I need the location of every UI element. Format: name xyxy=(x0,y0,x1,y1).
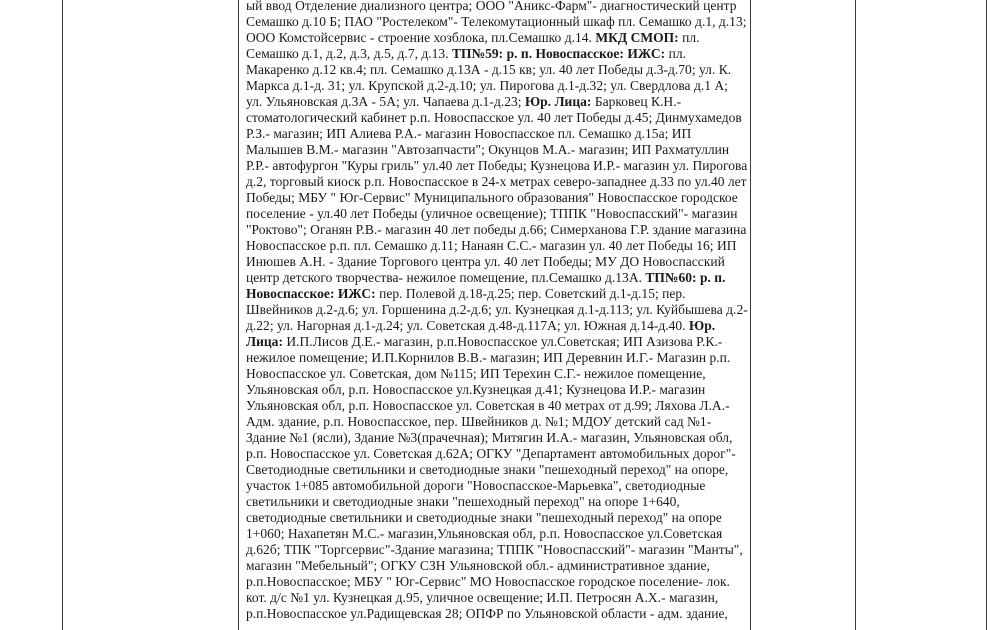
text-line xyxy=(246,190,746,206)
text-line xyxy=(246,462,746,478)
text-run: Маркса д.1-д. 31; ул. Крупской д.2-д.10; ул. Пирогова д.1-д.32; ул. Свердлова д.1 А; xyxy=(246,78,728,93)
address-list-cell xyxy=(246,0,746,622)
bold-label: Новоспасское: ИЖС: xyxy=(246,286,376,301)
text-line xyxy=(246,494,746,510)
text-line xyxy=(246,94,746,110)
text-line xyxy=(246,286,746,302)
text-line xyxy=(246,526,746,542)
text-run: Светодиодные светильники и светодиодные знаки "пешеходный переход" на опоре, xyxy=(246,462,729,477)
text-run: нежилое помещение; И.П.Корнилов В.В.- магазин; ИП Деревнин И.Г.- Магазин р.п. xyxy=(246,350,731,365)
text-line xyxy=(246,30,746,46)
text-run: д.2, торговый киоск р.п. Новоспасское в 24-х метрах северо-западнее д.33 по ул.40 лет xyxy=(246,174,747,189)
column-border-4 xyxy=(855,0,856,630)
text-line xyxy=(246,574,746,590)
text-line xyxy=(246,62,746,78)
text-run: Победы; МБУ " Юг-Сервис" Муниципального образования" Новоспасское городское xyxy=(246,190,738,205)
text-line xyxy=(246,174,746,190)
text-run: д.22; ул. Нагорная д.1-д.24; ул. Советская д.48-д.117А; ул. Южная д.14-д.40. xyxy=(246,318,689,333)
text-line xyxy=(246,430,746,446)
text-run: Адм. здание, р.п. Новоспасское, пер. Швейников д. №1; МДОУ детский сад №1- xyxy=(246,414,712,429)
text-run: участок 1+085 автомобильной дороги "Новоспасское-Марьевка", светодиодные xyxy=(246,478,706,493)
text-run: Швейников д.2-д.6; ул. Горшенина д.2-д.6; ул. Кузнецкая д.1-д.113; ул. Куйбышева д.2- xyxy=(246,302,748,317)
text-run: Малышев В.М.- магазин "Автозапчасти"; Окунцов М.А.- магазин; ИП Рахматуллин xyxy=(246,142,730,157)
text-line xyxy=(246,334,746,350)
text-run: ул. Ульяновская д.3А - 5А; ул. Чапаева д.1-д.23; xyxy=(246,94,525,109)
text-run: Макаренко д.12 кв.4; пл. Семашко д.13А - д.15 кв; ул. 40 лет Победы д.3-д.70; ул. К. xyxy=(246,62,732,77)
column-border-1 xyxy=(62,0,63,630)
text-run: магазин "Мебельный"; ОГКУ СЗН Ульяновской обл.- административное здание, xyxy=(246,558,710,573)
text-line xyxy=(246,558,746,574)
text-run: пер. Полевой д.18-д.25; пер. Советский д.1-д.15; пер. xyxy=(375,286,686,301)
text-line xyxy=(246,350,746,366)
text-line xyxy=(246,398,746,414)
bold-label: ТП№60: р. п. xyxy=(645,270,726,285)
bold-label: ТП№59: р. п. Новоспасское: ИЖС: xyxy=(452,46,666,61)
text-line xyxy=(246,318,746,334)
text-run: ООО Комстойсервис - строение хозблока, пл.Семашко д.14. xyxy=(246,30,596,45)
text-line xyxy=(246,478,746,494)
text-run: д.62б; ТПК "Торгсервис"-Здание магазина; ТППК "Новоспасский"- магазин "Манты", xyxy=(246,542,743,557)
text-line xyxy=(246,414,746,430)
column-border-2 xyxy=(238,0,239,630)
text-line xyxy=(246,302,746,318)
text-line xyxy=(246,0,746,14)
text-run: р.п.Новоспасское; МБУ " Юг-Сервис" МО Новоспасское городское поселение- лок. xyxy=(246,574,730,589)
text-line xyxy=(246,110,746,126)
text-run: светильники и светодиодные знаки "пешеходный переход" на опоре 1+640, xyxy=(246,494,680,509)
text-line xyxy=(246,238,746,254)
text-line xyxy=(246,542,746,558)
text-run: пл. xyxy=(665,46,686,61)
text-line xyxy=(246,158,746,174)
text-run: Новоспасское р.п. пл. Семашко д.11; Нанаян С.С.- магазин ул. 40 лет Победы 16; ИП xyxy=(246,238,737,253)
text-run: р.п. Новоспасское ул. Советская д.62А; ОГКУ "Департамент автомобильных дорог"- xyxy=(246,446,736,461)
text-line xyxy=(246,606,746,622)
text-line xyxy=(246,590,746,606)
text-run: пл. xyxy=(678,30,700,45)
text-line xyxy=(246,382,746,398)
text-run: Семашко д.10 Б; ПАО "Ростелеком"- Телекомутационный шкаф пл. Семашко д.1, д.13; xyxy=(246,14,747,29)
text-run: "Роктово"; Оганян Р.В.- магазин 40 лет победы д.66; Симерханова Г.Р. здание магазина xyxy=(246,222,747,237)
text-run: 1+060; Нахапетян М.С.- магазин,Ульяновская обл, р.п. Новоспасское ул.Советская xyxy=(246,526,723,541)
column-border-3 xyxy=(750,0,751,630)
text-line xyxy=(246,270,746,286)
text-run: стоматологический кабинет р.п. Новоспасское ул. 40 лет Победы д.45; Динмухамедов xyxy=(246,110,742,125)
text-run: ый ввод Отделение диализного центра; ООО "Аникс-Фарм"- диагностический центр xyxy=(246,0,737,13)
text-run: Барковец К.Н.- xyxy=(591,94,682,109)
text-line xyxy=(246,446,746,462)
text-run: Р.Р.- автофургон "Куры гриль" ул.40 лет Победы; Кузнецова И.Р.- магазин ул. Пирогова xyxy=(246,158,748,173)
text-line xyxy=(246,126,746,142)
text-line xyxy=(246,366,746,382)
text-run: поселение - ул.40 лет Победы (уличное освещение); ТППК "Новоспасский"- магазин xyxy=(246,206,738,221)
text-run: р.п.Новоспасское ул.Радищевская 28; ОПФР по Ульяновской области - адм. здание, xyxy=(246,606,728,621)
bold-label: Лица: xyxy=(246,334,283,349)
column-border-5 xyxy=(986,0,987,630)
text-line xyxy=(246,254,746,270)
text-run: Инюшев А.Н. - Здание Торгового центра ул. 40 лет Победы; МУ ДО Новоспасский xyxy=(246,254,725,269)
text-run: Ульяновская обл, р.п. Новоспасское ул.Кузнецкая д.41; Кузнецова И.Р.- магазин xyxy=(246,382,706,397)
text-line xyxy=(246,206,746,222)
text-run: Семашко д.1, д.2, д.3, д.5, д.7, д.13. xyxy=(246,46,452,61)
text-run: светодиодные светильники и светодиодные знаки "пешеходный переход" на опоре xyxy=(246,510,722,525)
text-line xyxy=(246,14,746,30)
bold-label: Юр. Лица: xyxy=(524,94,592,109)
text-line xyxy=(246,78,746,94)
text-run: Р.З.- магазин; ИП Алиева Р.А.- магазин Новоспасское пл. Семашко д.15а; ИП xyxy=(246,126,692,141)
text-run: Новоспасское ул. Советская, дом №115; ИП Терехин С.Г.- нежилое помещение, xyxy=(246,366,706,381)
bold-label: МКД СМОП: xyxy=(595,30,679,45)
text-run: И.П.Лисов Д.Е.- магазин, р.п.Новоспасское ул.Советская; ИП Азизова Р.К.- xyxy=(282,334,723,349)
text-run: кот. д/с №1 ул. Кузнецкая д.95, уличное освещение; И.П. Петросян А.Х.- магазин, xyxy=(246,590,719,605)
bold-label: Юр. xyxy=(688,318,716,333)
text-line xyxy=(246,510,746,526)
text-line xyxy=(246,46,746,62)
text-run: Здание №1 (ясли), Здание №3(прачечная); Митягин И.А.- магазин, Ульяновская обл, xyxy=(246,430,733,445)
text-line xyxy=(246,142,746,158)
text-run: центр детского творчества- нежилое помещение, пл.Семашко д.13А. xyxy=(246,270,646,285)
text-run: Ульяновская обл, р.п. Новоспасское ул. Советская в 40 метрах от д.99; Ляхова Л.А.- xyxy=(246,398,730,413)
text-line xyxy=(246,222,746,238)
